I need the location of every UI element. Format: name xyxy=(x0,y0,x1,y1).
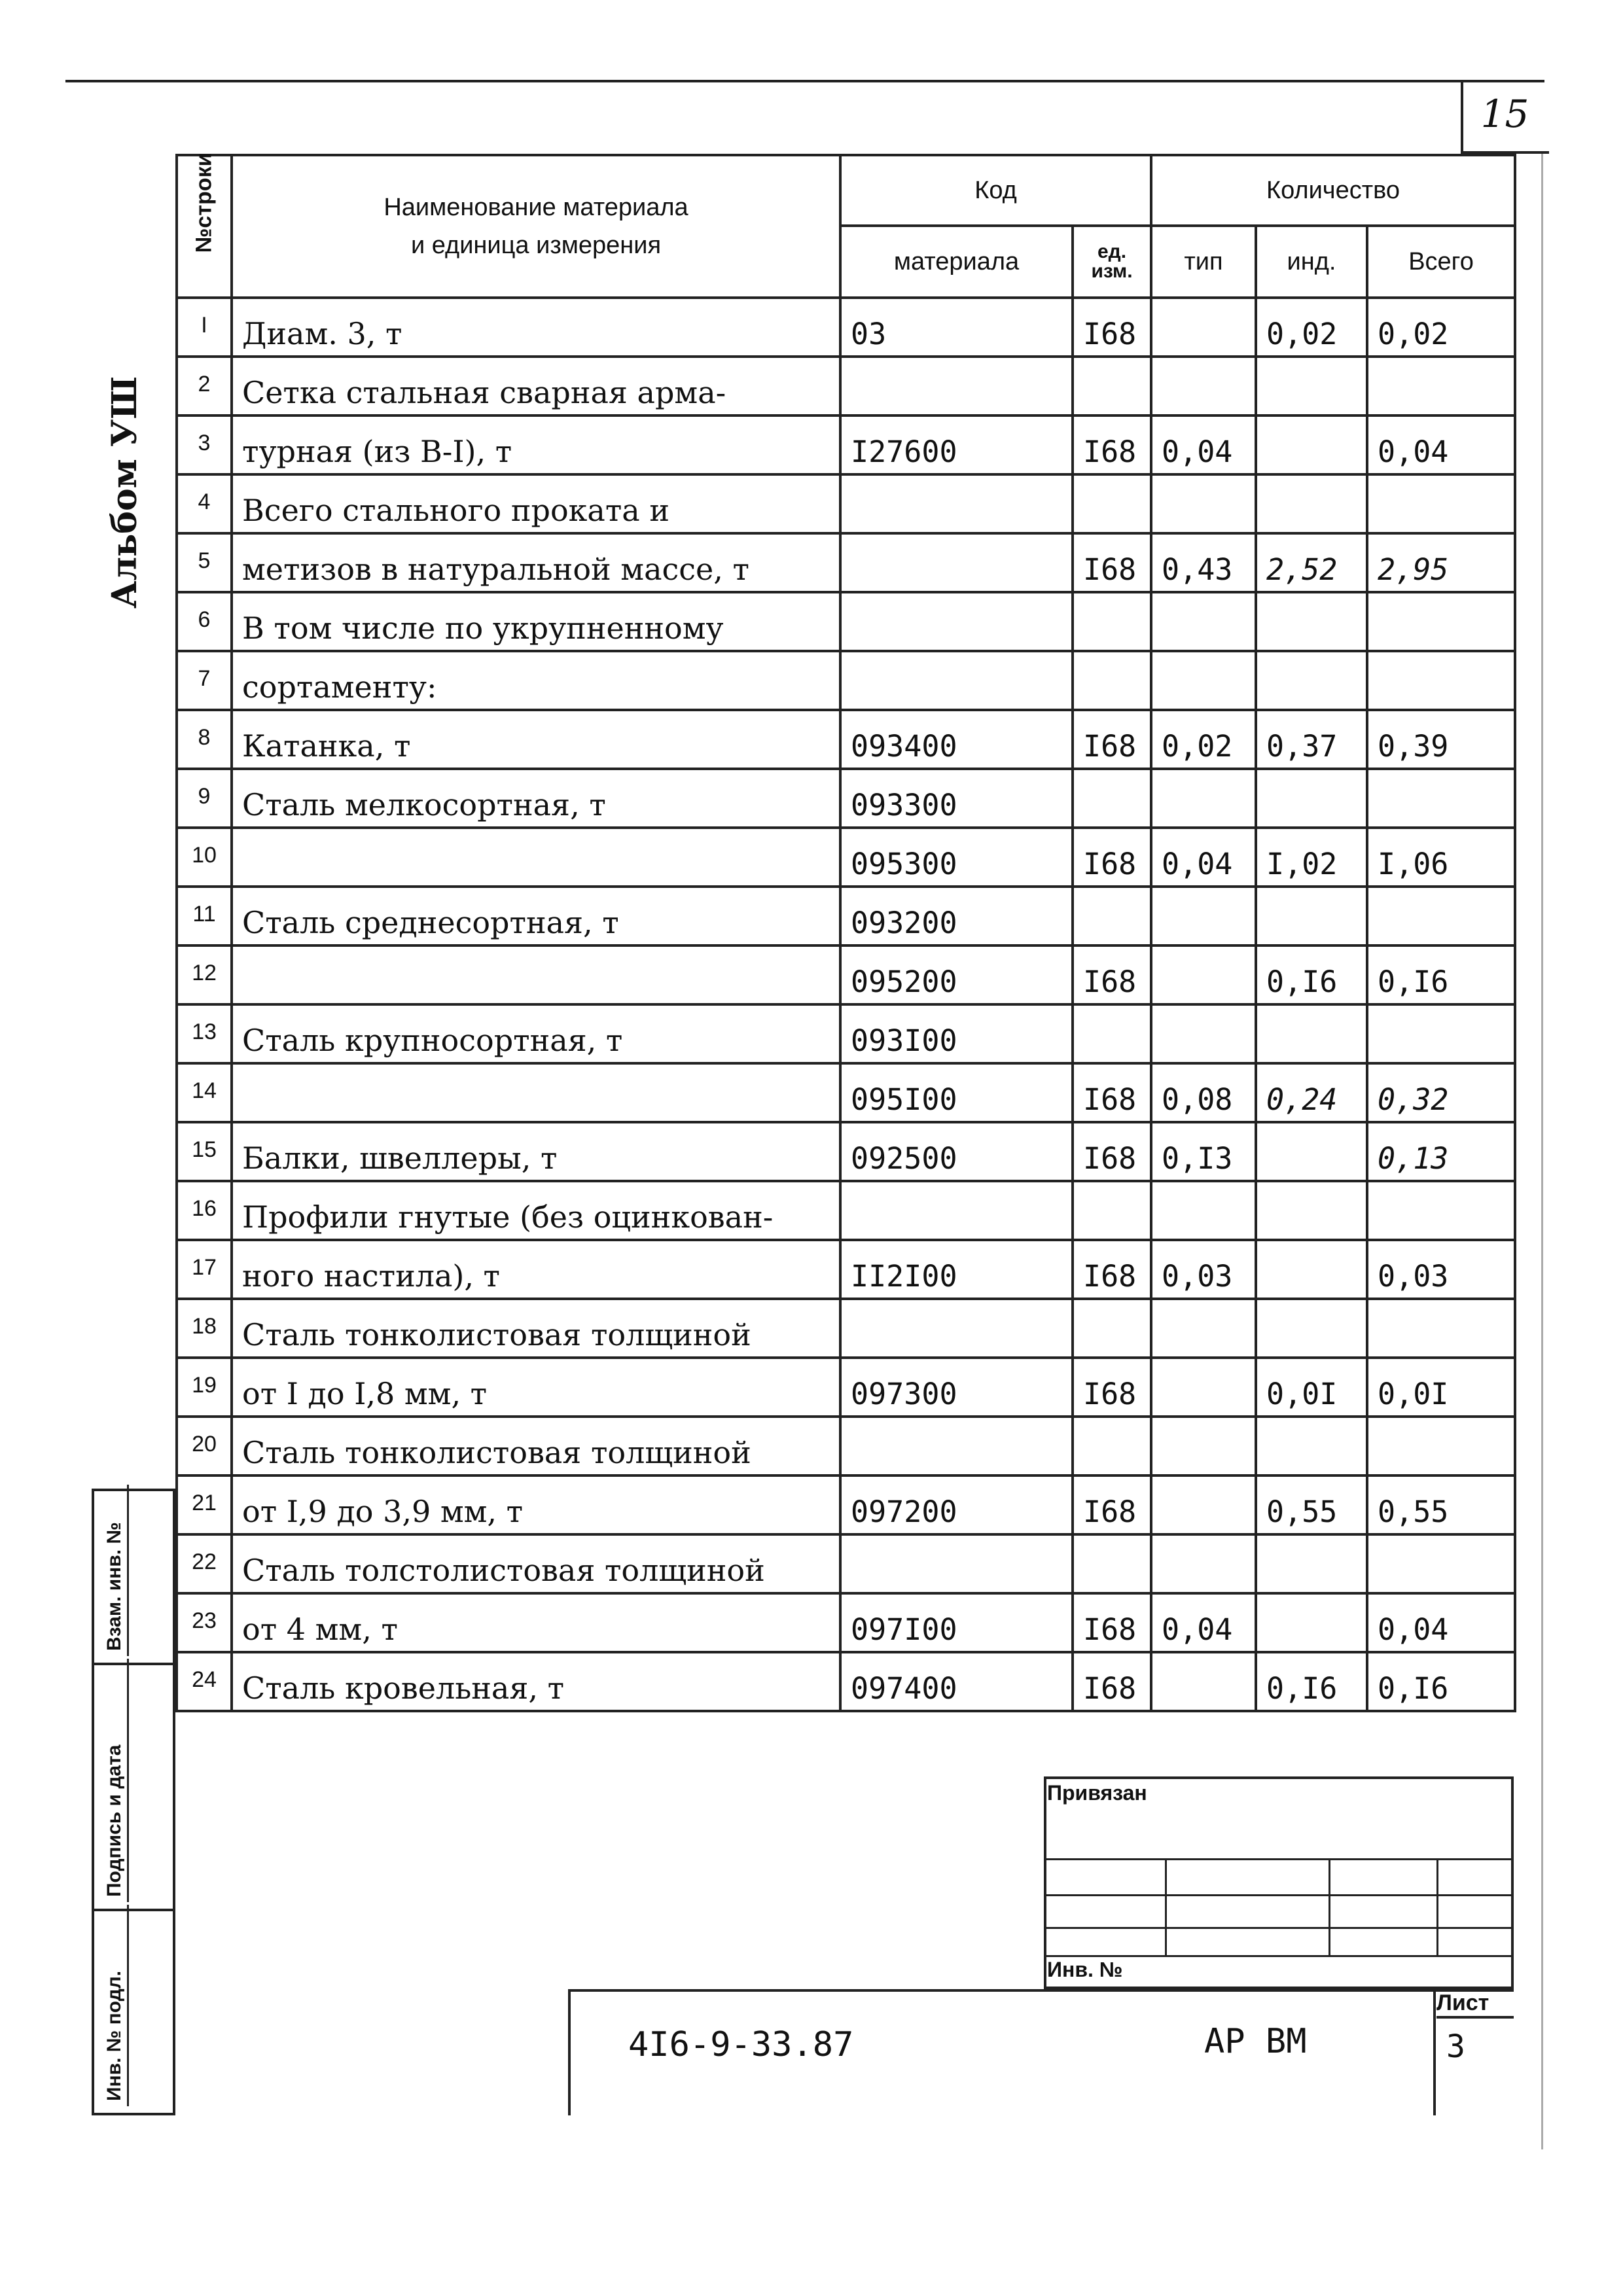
table-row xyxy=(177,1004,1515,1063)
qty-ind xyxy=(1256,1181,1367,1240)
qty-ind: 0,55 xyxy=(1256,1475,1367,1534)
row-number: 22 xyxy=(177,1534,232,1593)
material-name: Сталь среднесортная, т xyxy=(232,887,840,945)
table-row xyxy=(177,1063,1515,1122)
row-number: 23 xyxy=(177,1593,232,1652)
col-code: Код xyxy=(840,155,1151,226)
table-row xyxy=(177,533,1515,592)
material-code xyxy=(840,592,1073,651)
col-qty-ind: инд. xyxy=(1256,226,1367,298)
unit-code: I68 xyxy=(1073,1122,1151,1181)
table-row xyxy=(177,651,1515,710)
top-border-line xyxy=(65,80,1544,82)
material-name: метизов в натуральной массе, т xyxy=(232,533,840,592)
unit-code: I68 xyxy=(1073,1358,1151,1417)
material-code xyxy=(840,1181,1073,1240)
material-name: турная (из В-I), т xyxy=(232,415,840,474)
qty-type: 0,03 xyxy=(1151,1240,1256,1299)
qty-total: 0,04 xyxy=(1367,1593,1515,1652)
sheet-number: 15 xyxy=(1480,92,1529,136)
qty-ind: 0,0I xyxy=(1256,1358,1367,1417)
material-name xyxy=(232,945,840,1004)
material-name: Катанка, т xyxy=(232,710,840,769)
qty-total: 0,55 xyxy=(1367,1475,1515,1534)
qty-total xyxy=(1367,357,1515,415)
stamp-line xyxy=(1044,1955,1514,1957)
qty-ind xyxy=(1256,1299,1367,1358)
material-name: Сталь мелкосортная, т xyxy=(232,769,840,828)
stamp-line xyxy=(1044,1858,1514,1860)
qty-ind: 0,24 xyxy=(1256,1063,1367,1122)
material-name: Сталь тонколистовая толщиной xyxy=(232,1299,840,1358)
unit-code: I68 xyxy=(1073,945,1151,1004)
qty-total: 0,02 xyxy=(1367,298,1515,357)
qty-total xyxy=(1367,592,1515,651)
material-code: 093200 xyxy=(840,887,1073,945)
qty-type xyxy=(1151,1475,1256,1534)
unit-code xyxy=(1073,769,1151,828)
qty-total: I,06 xyxy=(1367,828,1515,887)
material-name: Профили гнутые (без оцинкован- xyxy=(232,1181,840,1240)
unit-code: I68 xyxy=(1073,1593,1151,1652)
row-number: 11 xyxy=(177,887,232,945)
qty-total: 2,95 xyxy=(1367,533,1515,592)
stamp-vline xyxy=(1436,1858,1438,1956)
unit-code xyxy=(1073,1534,1151,1593)
unit-code: I68 xyxy=(1073,1063,1151,1122)
row-number: 8 xyxy=(177,710,232,769)
table-row xyxy=(177,1417,1515,1475)
qty-total: 0,39 xyxy=(1367,710,1515,769)
unit-code xyxy=(1073,1004,1151,1063)
table-row xyxy=(177,357,1515,415)
col-code-material: материала xyxy=(840,226,1073,298)
qty-total xyxy=(1367,1181,1515,1240)
table-row xyxy=(177,945,1515,1004)
qty-type xyxy=(1151,1534,1256,1593)
qty-total: 0,I6 xyxy=(1367,945,1515,1004)
qty-ind xyxy=(1256,1417,1367,1475)
table-row xyxy=(177,592,1515,651)
row-number: 2 xyxy=(177,357,232,415)
qty-total xyxy=(1367,1299,1515,1358)
material-code: 097200 xyxy=(840,1475,1073,1534)
material-code: 093300 xyxy=(840,769,1073,828)
material-name: от I до I,8 мм, т xyxy=(232,1358,840,1417)
unit-code xyxy=(1073,474,1151,533)
row-number: 16 xyxy=(177,1181,232,1240)
sheet-value: 3 xyxy=(1446,2028,1465,2065)
col-quantity: Количество xyxy=(1151,155,1515,226)
table-row xyxy=(177,415,1515,474)
qty-type xyxy=(1151,1181,1256,1240)
document-code: 4I6-9-33.87 xyxy=(628,2025,854,2064)
stamp-vline xyxy=(1329,1858,1330,1956)
table-row xyxy=(177,1299,1515,1358)
qty-type xyxy=(1151,474,1256,533)
material-name: В том числе по укрупненному xyxy=(232,592,840,651)
unit-code xyxy=(1073,1181,1151,1240)
material-code: 095200 xyxy=(840,945,1073,1004)
unit-code: I68 xyxy=(1073,828,1151,887)
material-code: 095300 xyxy=(840,828,1073,887)
qty-type xyxy=(1151,298,1256,357)
qty-ind xyxy=(1256,1240,1367,1299)
table-row xyxy=(177,1181,1515,1240)
sheet-label: Лист xyxy=(1436,1990,1514,2019)
row-number: 15 xyxy=(177,1122,232,1181)
qty-total xyxy=(1367,1417,1515,1475)
material-name: Сталь толстолистовая толщиной xyxy=(232,1534,840,1593)
qty-ind xyxy=(1256,1122,1367,1181)
inv-no-label: Инв. № xyxy=(1047,1958,1123,1981)
table-row xyxy=(177,710,1515,769)
table-row xyxy=(177,1240,1515,1299)
qty-type: 0,02 xyxy=(1151,710,1256,769)
material-name: Всего стального проката и xyxy=(232,474,840,533)
side-stamp xyxy=(92,1489,175,2115)
row-number: 20 xyxy=(177,1417,232,1475)
row-number: 12 xyxy=(177,945,232,1004)
material-code: II2I00 xyxy=(840,1240,1073,1299)
unit-code: I68 xyxy=(1073,533,1151,592)
table-row xyxy=(177,1534,1515,1593)
qty-ind xyxy=(1256,769,1367,828)
row-number: 9 xyxy=(177,769,232,828)
qty-ind: 0,I6 xyxy=(1256,945,1367,1004)
qty-total: 0,13 xyxy=(1367,1122,1515,1181)
material-code: 093400 xyxy=(840,710,1073,769)
material-name: ного настила), т xyxy=(232,1240,840,1299)
material-name: Сталь кровельная, т xyxy=(232,1652,840,1711)
material-code xyxy=(840,357,1073,415)
qty-total xyxy=(1367,1534,1515,1593)
material-code xyxy=(840,1417,1073,1475)
qty-ind: 0,37 xyxy=(1256,710,1367,769)
material-name: от I,9 до 3,9 мм, т xyxy=(232,1475,840,1534)
row-number: 4 xyxy=(177,474,232,533)
qty-total xyxy=(1367,769,1515,828)
material-code: 092500 xyxy=(840,1122,1073,1181)
material-code: 097I00 xyxy=(840,1593,1073,1652)
material-code xyxy=(840,1534,1073,1593)
col-qty-total: Всего xyxy=(1367,226,1515,298)
unit-code xyxy=(1073,887,1151,945)
row-number: 6 xyxy=(177,592,232,651)
side-inv-podl: Инв. № подл. xyxy=(92,1909,175,2115)
unit-code: I68 xyxy=(1073,1240,1151,1299)
privyazan-label: Привязан xyxy=(1047,1781,1147,1805)
col-qty-type: тип xyxy=(1151,226,1256,298)
material-code: 097400 xyxy=(840,1652,1073,1711)
material-code: 03 xyxy=(840,298,1073,357)
qty-ind xyxy=(1256,474,1367,533)
qty-type xyxy=(1151,1652,1256,1711)
qty-ind: 0,I6 xyxy=(1256,1652,1367,1711)
document-mark: АР ВМ xyxy=(1204,2022,1307,2061)
material-name xyxy=(232,1063,840,1122)
qty-total: 0,04 xyxy=(1367,415,1515,474)
row-number: 14 xyxy=(177,1063,232,1122)
qty-type xyxy=(1151,592,1256,651)
unit-code xyxy=(1073,592,1151,651)
material-code xyxy=(840,533,1073,592)
qty-ind: 0,02 xyxy=(1256,298,1367,357)
row-number: 13 xyxy=(177,1004,232,1063)
qty-total: 0,I6 xyxy=(1367,1652,1515,1711)
table-row xyxy=(177,298,1515,357)
material-name xyxy=(232,828,840,887)
row-number: 10 xyxy=(177,828,232,887)
stamp-line xyxy=(1044,1894,1514,1896)
stamp-vline xyxy=(1165,1858,1167,1956)
unit-code: I68 xyxy=(1073,1652,1151,1711)
row-number: 7 xyxy=(177,651,232,710)
qty-total: 0,0I xyxy=(1367,1358,1515,1417)
qty-type: 0,08 xyxy=(1151,1063,1256,1122)
qty-ind xyxy=(1256,592,1367,651)
qty-ind xyxy=(1256,357,1367,415)
qty-type xyxy=(1151,1004,1256,1063)
unit-code xyxy=(1073,651,1151,710)
table-row xyxy=(177,1475,1515,1534)
material-name: Балки, швеллеры, т xyxy=(232,1122,840,1181)
unit-code: I68 xyxy=(1073,1475,1151,1534)
side-vzam: Взам. инв. № xyxy=(92,1489,175,1665)
material-name: от 4 мм, т xyxy=(232,1593,840,1652)
material-code: I27600 xyxy=(840,415,1073,474)
material-name: Диам. 3, т xyxy=(232,298,840,357)
qty-type xyxy=(1151,357,1256,415)
qty-type xyxy=(1151,1358,1256,1417)
qty-ind: 2,52 xyxy=(1256,533,1367,592)
material-code: 093I00 xyxy=(840,1004,1073,1063)
qty-total: 0,32 xyxy=(1367,1063,1515,1122)
unit-code xyxy=(1073,357,1151,415)
album-label: Альбом УШ xyxy=(105,376,145,609)
col-name: Наименование материала и единица измерения xyxy=(232,155,840,298)
qty-total xyxy=(1367,1004,1515,1063)
row-number: I xyxy=(177,298,232,357)
qty-type xyxy=(1151,887,1256,945)
qty-type xyxy=(1151,1417,1256,1475)
qty-total: 0,03 xyxy=(1367,1240,1515,1299)
qty-type xyxy=(1151,651,1256,710)
qty-ind: I,02 xyxy=(1256,828,1367,887)
unit-code: I68 xyxy=(1073,298,1151,357)
unit-code xyxy=(1073,1417,1151,1475)
side-podpis: Подпись и дата xyxy=(92,1663,175,1911)
material-name: Сталь крупносортная, т xyxy=(232,1004,840,1063)
qty-total xyxy=(1367,474,1515,533)
row-number: 18 xyxy=(177,1299,232,1358)
material-code xyxy=(840,651,1073,710)
material-code: 095I00 xyxy=(840,1063,1073,1122)
row-number: 17 xyxy=(177,1240,232,1299)
material-name: сортаменту: xyxy=(232,651,840,710)
qty-ind xyxy=(1256,1004,1367,1063)
table-row xyxy=(177,828,1515,887)
material-name: Сетка стальная сварная арма- xyxy=(232,357,840,415)
table-row xyxy=(177,1652,1515,1711)
qty-type: 0,04 xyxy=(1151,415,1256,474)
materials-table xyxy=(175,154,1516,1712)
qty-type xyxy=(1151,945,1256,1004)
qty-ind xyxy=(1256,887,1367,945)
qty-ind xyxy=(1256,1534,1367,1593)
qty-ind xyxy=(1256,1593,1367,1652)
unit-code: I68 xyxy=(1073,415,1151,474)
row-number: 5 xyxy=(177,533,232,592)
table-row xyxy=(177,1593,1515,1652)
material-name: Сталь тонколистовая толщиной xyxy=(232,1417,840,1475)
qty-type: 0,04 xyxy=(1151,828,1256,887)
table-row xyxy=(177,1358,1515,1417)
material-code xyxy=(840,474,1073,533)
qty-type: 0,04 xyxy=(1151,1593,1256,1652)
material-code xyxy=(840,1299,1073,1358)
material-code: 097300 xyxy=(840,1358,1073,1417)
qty-type xyxy=(1151,769,1256,828)
row-number: 21 xyxy=(177,1475,232,1534)
row-number: 19 xyxy=(177,1358,232,1417)
qty-type: 0,I3 xyxy=(1151,1122,1256,1181)
qty-ind xyxy=(1256,415,1367,474)
qty-total xyxy=(1367,651,1515,710)
col-code-unit: ед. изм. xyxy=(1073,226,1151,298)
table-row xyxy=(177,769,1515,828)
row-number: 24 xyxy=(177,1652,232,1711)
stamp-line xyxy=(1044,1927,1514,1929)
page-edge-line xyxy=(1541,154,1543,2149)
unit-code xyxy=(1073,1299,1151,1358)
table-row xyxy=(177,887,1515,945)
qty-total xyxy=(1367,887,1515,945)
row-number: 3 xyxy=(177,415,232,474)
col-row-no: №строки xyxy=(177,155,232,298)
table-row xyxy=(177,1122,1515,1181)
qty-type: 0,43 xyxy=(1151,533,1256,592)
table-row xyxy=(177,474,1515,533)
unit-code: I68 xyxy=(1073,710,1151,769)
qty-type xyxy=(1151,1299,1256,1358)
qty-ind xyxy=(1256,651,1367,710)
